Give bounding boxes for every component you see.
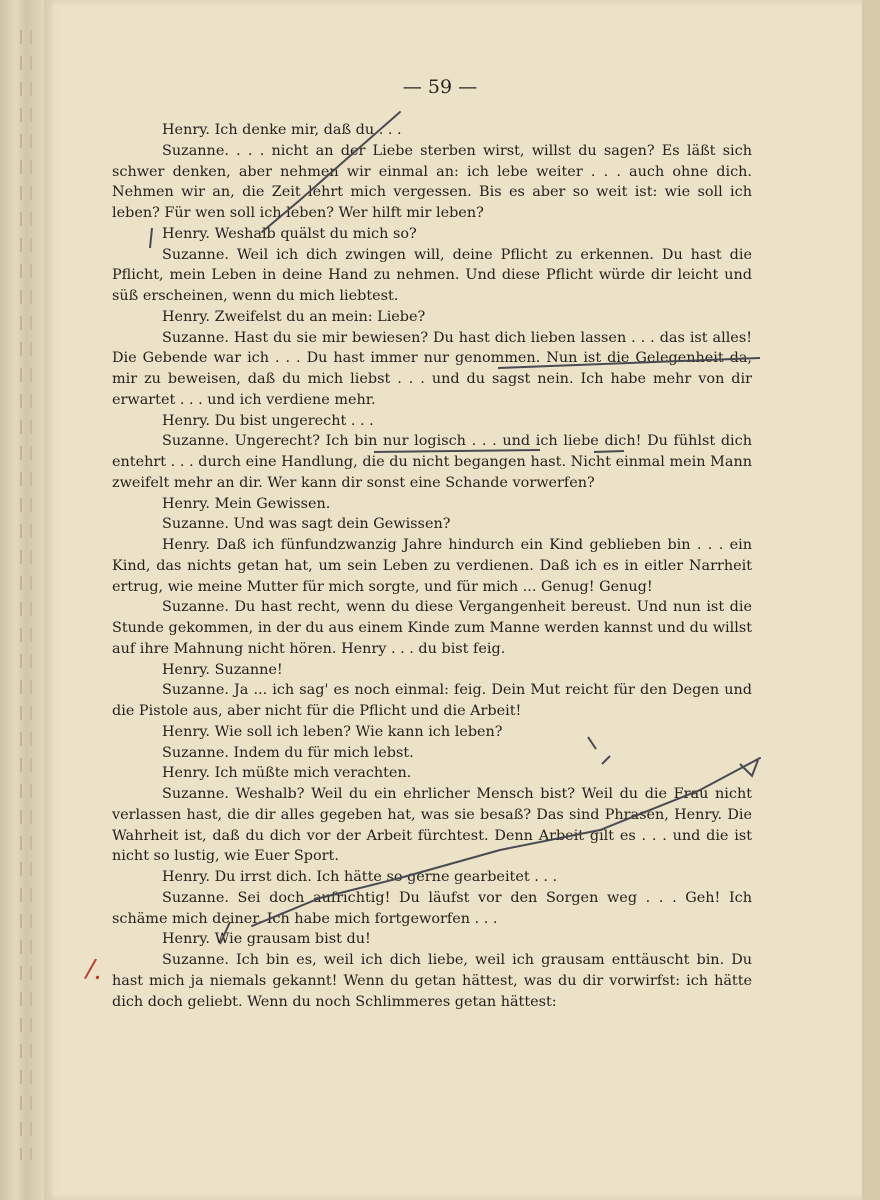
paragraph: Suzanne. Ungerecht? Ich bin nur logisch . . . und ich liebe dich! Du fühlst dich entehrt . . . durch eine Handlung, die du nicht begangen hast. Nicht einmal mein Mann zweifelt mehr an dir. Wer kann dir sonst eine Schande vorwerfen? [112, 433, 752, 491]
paragraph: Suzanne. Sei doch aufrichtig! Du läufst vor den Sorgen weg . . . Geh! Ich schäme mich deiner. Ich habe mich fortgeworfen . . . [112, 889, 752, 927]
red-margin-mark: /. [83, 953, 106, 987]
page-edge [862, 0, 880, 1200]
paragraph: Suzanne. Hast du sie mir bewiesen? Du hast dich lieben lassen . . . das ist alles! Die Gebende war ich . . . Du hast immer nur genommen. Nun ist die Gelegenheit da, mir zu beweisen, daß du mich liebst . . . und du sagst nein. Ich habe mehr von dir erwartet . . . und ich verdiene mehr. [112, 329, 752, 408]
paragraph: Henry. Ich denke mir, daß du . . . [162, 122, 402, 138]
paragraph: Henry. Du irrst dich. Ich hätte so gerne gearbeitet . . . [162, 869, 558, 885]
paragraph: Henry. Mein Gewissen. [162, 495, 331, 512]
paragraph: Henry. Wie grausam bist du! [162, 931, 371, 948]
paragraph: Suzanne. Indem du für mich lebst. [162, 744, 414, 761]
paragraph: Suzanne. Weil ich dich zwingen will, deine Pflicht zu erkennen. Du hast die Pflicht, mein Leben in deine Hand zu nehmen. Und diese Pflicht würde dir leicht und süß erscheinen, wenn du mich liebtest. [112, 246, 752, 304]
paragraph: Henry. Du bist ungerecht . . . [162, 412, 374, 429]
body-text [112, 120, 752, 1012]
binding-stitch [30, 30, 32, 1160]
paragraph: Suzanne. Ich bin es, weil ich dich liebe, weil ich grausam enttäuscht bin. Du hast mich ja niemals gekannt! Wenn du getan hättest, was du dir vorwirfst: ich hätte dich doch geliebt. Wenn du noch Schlimmeres getan hättest: [112, 952, 752, 1010]
paragraph: Henry. Suzanne! [162, 661, 283, 678]
binding-stitch [20, 30, 22, 1160]
paragraph: Suzanne. . . . nicht an der Liebe sterben wirst, willst du sagen? Es läßt sich schwer denken, aber nehmen wir einmal an: ich lebe weiter . . . auch ohne dich. Nehmen wir an, die Zeit lehrt mich vergessen. Bis es aber so weit ist: wie soll ich leben? Für wen soll ich leben? Wer hilft mir leben? [112, 142, 752, 221]
paragraph: Suzanne. Du hast recht, wenn du diese Vergangenheit bereust. Und nun ist die Stunde gekommen, in der du aus einem Kinde zum Manne werden kannst und du willst auf ihre Mahnung nicht hören. Henry . . . du bist feig. [112, 599, 752, 657]
paragraph: Suzanne. Ja ... ich sag' es noch einmal: feig. Dein Mut reicht für den Degen und die Pistole aus, aber nicht für die Pflicht und die Arbeit! [112, 682, 752, 719]
paragraph: Henry. Zweifelst du an mein: Liebe? [162, 308, 426, 325]
paragraph: Suzanne. Und was sagt dein Gewissen? [162, 516, 451, 533]
paragraph: Suzanne. Weshalb? Weil du ein ehrlicher Mensch bist? Weil du die Frau nicht verlassen hast, die dir alles gegeben hat, was sie besaß? Das sind Phrasen, Henry. Die Wahrheit ist, daß du dich vor der Arbeit fürchtest. Denn Arbeit gilt es . . . und die ist nicht so lustig, wie Euer Sport. [112, 786, 752, 865]
paragraph: Henry. Daß ich fünfundzwanzig Jahre hindurch ein Kind geblieben bin . . . ein Kind, das nichts getan hat, um sein Leben zu verdienen. Daß ich es in eitler Narrheit ertrug, wie meine Mutter für mich sorgte, und für mich ... Genug! Genug! [112, 537, 752, 595]
paragraph: Henry. Wie soll ich leben? Wie kann ich leben? [162, 723, 503, 740]
paragraph: Henry. Ich müßte mich verachten. [162, 765, 412, 782]
page-number: — 59 — [402, 76, 478, 98]
paragraph: Henry. Weshalb quälst du mich so? [162, 225, 417, 242]
book-binding [0, 0, 44, 1200]
